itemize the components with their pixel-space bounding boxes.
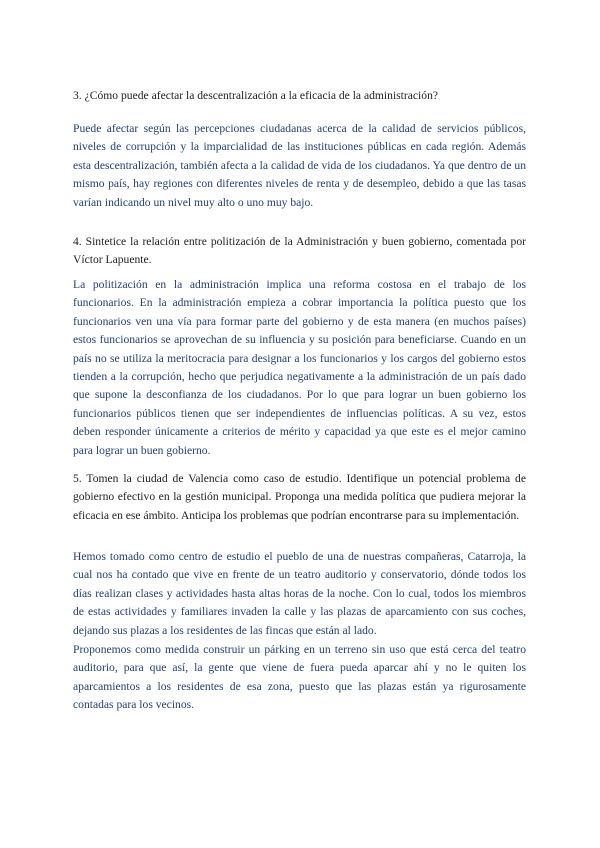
question-5-section xyxy=(73,470,526,525)
answer-3-paragraph: Puede afectar según las percepciones ciudadanas acerca de la calidad de servicios públicos, niveles de corrupción y la imparcialidad de las instituciones públicas en cada región. Además esta descentralización, también afecta a la calidad de vida de los ciudadanos. Ya que dentro de un mismo país, hay regiones con diferentes niveles de renta y de desempleo, debido a que las tasas varían indicando un nivel muy alto o uno muy bajo. xyxy=(73,122,526,209)
question-5-heading: 5. Tomen la ciudad de Valencia como caso de estudio. Identifique un potencial problema de gobierno efectivo en la gestión municipal. Proponga una medida política que pudiera mejorar la eficacia en ese ámbito. Anticipa los problemas que podrían encontrarse para su implementación. xyxy=(73,472,526,522)
answer-4-section xyxy=(73,276,526,460)
question-3-heading: 3. ¿Cómo puede afectar la descentralización a la eficacia de la administración? xyxy=(73,89,439,102)
answer-5-section-1 xyxy=(73,548,526,640)
question-4-section xyxy=(73,233,526,270)
answer-4-paragraph: La politización en la administración implica una reforma costosa en el trabajo de los funcionarios. En la administración empieza a cobrar importancia la política puesto que los funcionarios ven una vía para formar parte del gobierno y de esta manera (en muchos países) estos funcionarios se aprovechan de su influencia y su posición para beneficiarse. Cuando en un país no se utiliza la meritocracia para designar a los funcionarios y los cargos del gobierno estos tienden a la corrupción, hecho que perjudica negativamente a la administración de un país dado que supone la desconfianza de los ciudadanos. Por lo que para lograr un buen gobierno los funcionarios públicos tienen que ser independientes de influencias políticas. A su vez, estos deben responder únicamente a criterios de mérito y capacidad ya que este es el mejor camino para lograr un buen gobierno. xyxy=(73,278,526,457)
question-4-heading: 4. Sintetice la relación entre politización de la Administración y buen gobierno, comentada por Víctor Lapuente. xyxy=(73,235,526,267)
answer-5-section-2 xyxy=(73,641,526,715)
answer-3-section xyxy=(73,120,526,212)
answer-5-paragraph-1: Hemos tomado como centro de estudio el pueblo de una de nuestras compañeras, Catarroja, la cual nos ha contado que vive en frente de un teatro auditorio y conservatorio, dónde todos los días realizan clases y actividades hasta altas horas de la noche. Con lo cual, todos los miembros de estas actividades y familiares invaden la calle y las plazas de aparcamiento con sus coches, dejando sus plazas a los residentes de las fincas que están al lado. xyxy=(73,550,526,637)
answer-5-paragraph-2: Proponemos como medida construir un párking en un terreno sin uso que está cerca del teatro auditorio, para que así, la gente que viene de fuera pueda aparcar ahí y no le quiten los aparcamientos a los residentes de esa zona, puesto que las plazas están ya rigurosamente contadas para los vecinos. xyxy=(73,643,526,712)
question-3-section xyxy=(73,87,526,105)
